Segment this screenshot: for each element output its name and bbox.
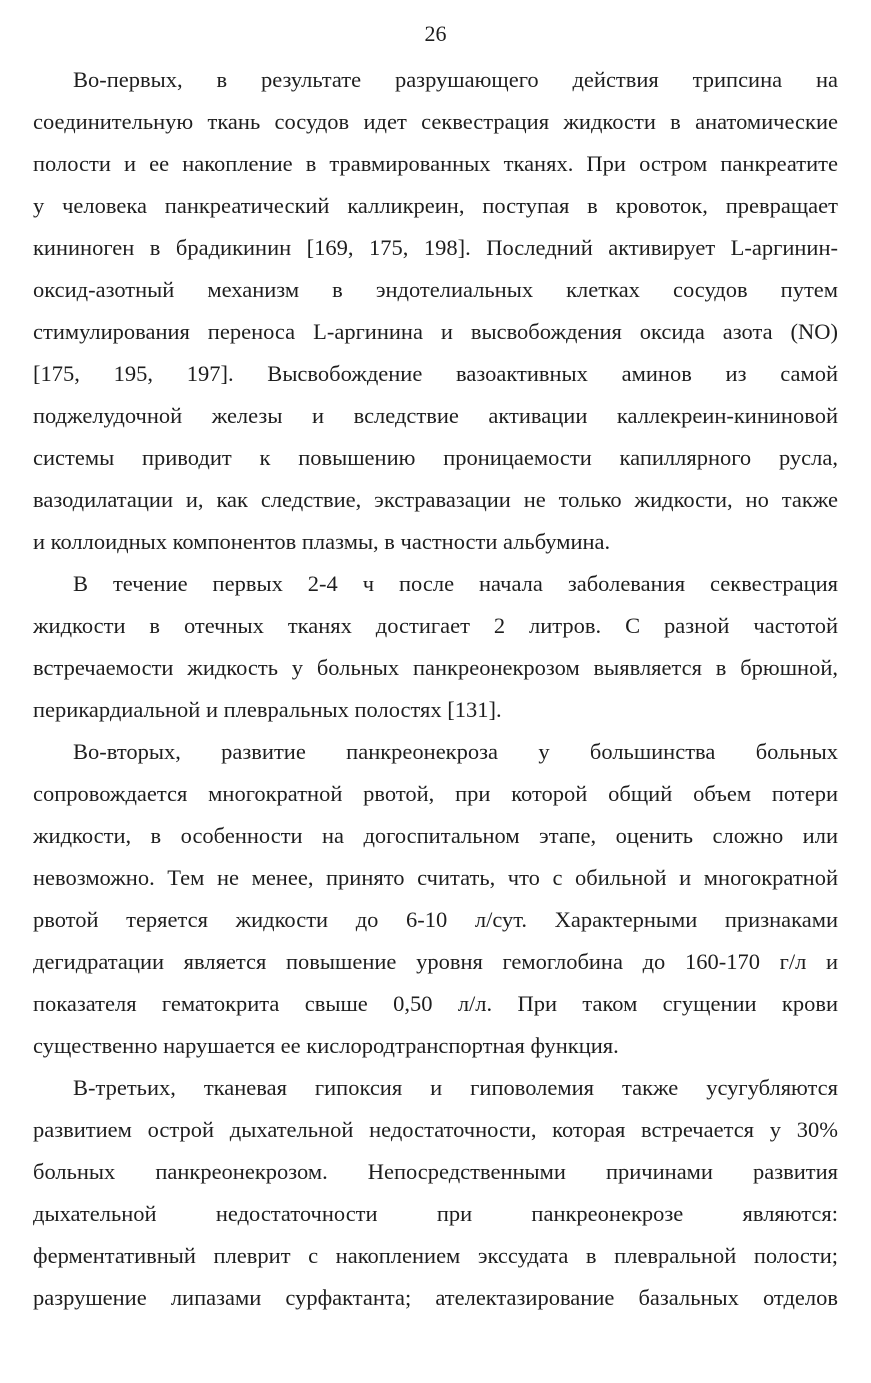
text-line: ферментативный плеврит с накоплением экссудата в плевральной полости; [33, 1243, 838, 1268]
text-line: [175, 195, 197]. Высвобождение вазоактивных аминов из самой [33, 361, 838, 386]
text-line: развитием острой дыхательной недостаточности, которая встречается у 30% [33, 1117, 838, 1142]
text-line: поджелудочной железы и вследствие активации каллекреин-кининовой [33, 403, 838, 428]
text-line: дыхательной недостаточности при панкреонекрозе являются: [33, 1201, 838, 1226]
text-line: В течение первых 2-4 ч после начала заболевания секвестрация [73, 571, 838, 596]
text-line: Во-вторых, развитие панкреонекроза у большинства больных [73, 739, 838, 764]
text-line: стимулирования переноса L-аргинина и высвобождения оксида азота (NO) [33, 319, 838, 344]
text-line: невозможно. Тем не менее, принято считать, что с обильной и многократной [33, 865, 838, 890]
text-line: Во-первых, в результате разрушающего действия трипсина на [73, 67, 838, 92]
text-line: встречаемости жидкость у больных панкреонекрозом выявляется в брюшной, [33, 655, 838, 680]
paragraph-2 [33, 563, 838, 731]
text-line: больных панкреонекрозом. Непосредственными причинами развития [33, 1159, 838, 1184]
text-line: у человека панкреатический калликреин, поступая в кровоток, превращает [33, 193, 838, 218]
text-line: дегидратации является повышение уровня гемоглобина до 160-170 г/л и [33, 949, 838, 974]
text-line: перикардиальной и плевральных полостях [131]. [33, 697, 502, 722]
text-line: оксид-азотный механизм в эндотелиальных клетках сосудов путем [33, 277, 838, 302]
text-line: В-третьих, тканевая гипоксия и гиповолемия также усугубляются [73, 1075, 838, 1100]
text-line: показателя гематокрита свыше 0,50 л/л. При таком сгущении крови [33, 991, 838, 1016]
text-line: и коллоидных компонентов плазмы, в частности альбумина. [33, 529, 611, 554]
text-line: сопровождается многократной рвотой, при которой общий объем потери [33, 781, 838, 806]
text-line: жидкости в отечных тканях достигает 2 литров. С разной частотой [33, 613, 838, 638]
text-line: разрушение липазами сурфактанта; ателектазирование базальных отделов [33, 1285, 838, 1310]
text-line: системы приводит к повышению проницаемости капиллярного русла, [33, 445, 838, 470]
paragraph-3 [33, 731, 838, 1067]
page-number: 26 [424, 21, 447, 46]
paragraph-1 [33, 59, 838, 563]
paragraph-4 [33, 1067, 838, 1319]
text-line: существенно нарушается ее кислородтранспортная функция. [33, 1033, 619, 1058]
text-line: кининоген в брадикинин [169, 175, 198]. Последний активирует L-аргинин- [33, 235, 838, 260]
text-line: рвотой теряется жидкости до 6-10 л/сут. Характерными признаками [33, 907, 838, 932]
text-line: жидкости, в особенности на догоспитальном этапе, оценить сложно или [33, 823, 838, 848]
text-body [33, 59, 838, 1319]
text-line: вазодилатации и, как следствие, экстравазации не только жидкости, но также [33, 487, 838, 512]
text-line: полости и ее накопление в травмированных тканях. При остром панкреатите [33, 151, 838, 176]
text-line: соединительную ткань сосудов идет секвестрация жидкости в анатомические [33, 109, 838, 134]
